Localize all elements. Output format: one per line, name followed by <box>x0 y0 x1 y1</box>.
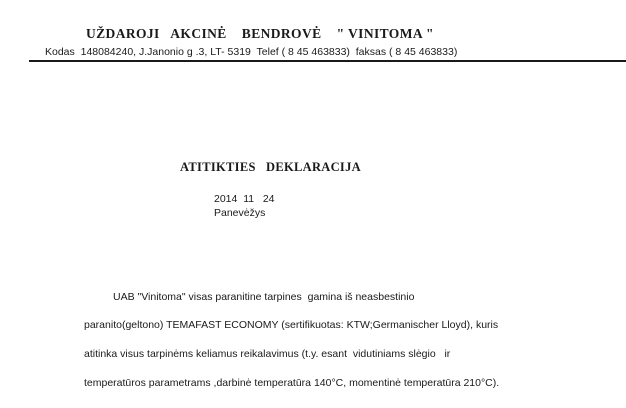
body-line: UAB "Vinitoma" visas paranitine tarpines gamina iš neasbestinio <box>113 291 415 303</box>
body-line: atitinka visus tarpinėms keliamus reikalavimus (t.y. esant vidutiniams slėgio ir <box>84 348 451 360</box>
document-title: ATITIKTIES DEKLARACIJA <box>180 160 361 174</box>
document-date: 2014 11 24 <box>214 193 275 205</box>
document-place: Panevėžys <box>214 207 266 219</box>
company-name: UŽDAROJI AKCINĖ BENDROVĖ " VINITOMA " <box>86 26 434 41</box>
body-line: paranito(geltono) TEMAFAST ECONOMY (sertifikuotas: KTW;Germanischer Lloyd), kuris <box>84 319 499 331</box>
body-line: temperatūros parametrams ,darbinė temperatūra 140°C, momentinė temperatūra 210°C). <box>84 377 500 389</box>
company-contact-line: Kodas 148084240, J.Janonio g .3, LT- 5319 Telef ( 8 45 463833) faksas ( 8 45 463833) <box>45 46 458 58</box>
header-divider <box>29 60 626 62</box>
